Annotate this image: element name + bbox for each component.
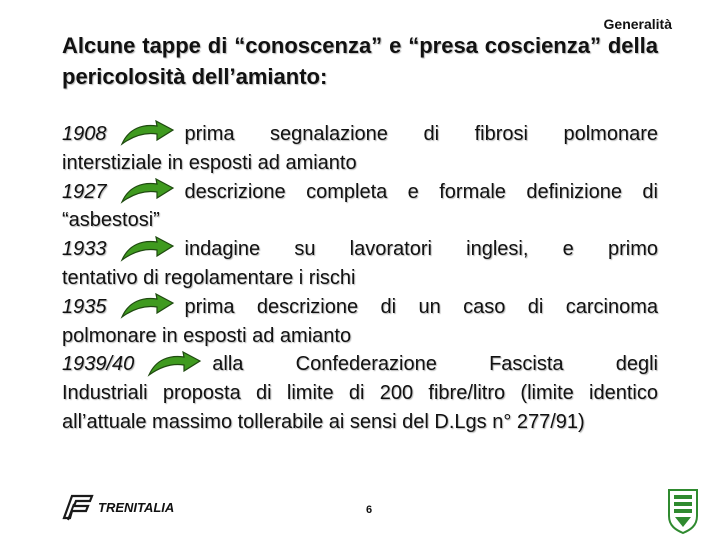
list-item (62, 120, 658, 178)
entry-year: 1939/40 (62, 353, 135, 376)
curved-arrow-icon (119, 120, 175, 148)
entry-year: 1933 (62, 238, 107, 261)
trenitalia-logo-icon (60, 492, 94, 522)
curved-arrow-icon (146, 351, 202, 379)
brand-name: TRENITALIA (98, 499, 175, 515)
list-item (62, 235, 658, 293)
entry-text: prima descrizione di un caso di carcinoma (184, 295, 658, 318)
timeline-list (62, 120, 658, 437)
entry-text: alla Confederazione Fascista degli (212, 353, 658, 376)
entry-text: descrizione completa e formale definizione di (184, 180, 658, 203)
entry-text-continuation: tentativo di regolamentare i rischi (62, 266, 356, 289)
entry-year: 1908 (62, 123, 107, 145)
entry-text-continuation: polmonare in esposti ad amianto (62, 324, 352, 347)
entry-year: 1935 (62, 295, 107, 318)
entry-text-continuation: “asbestosi” (62, 209, 160, 232)
crest-icon (666, 486, 700, 536)
list-item (62, 293, 658, 351)
section-label: Generalità (603, 16, 672, 32)
curved-arrow-icon (119, 293, 175, 321)
page-title: Alcune tappe di “conoscenza” e “presa coscienza” della pericolosità dell’amianto: (62, 33, 658, 89)
trenitalia-logo (60, 492, 174, 522)
entry-year: 1927 (62, 180, 107, 203)
list-item (62, 350, 658, 436)
entry-text: prima segnalazione di fibrosi polmonare (184, 123, 658, 145)
entry-text-continuation: interstiziale in esposti ad amianto (62, 151, 357, 174)
entry-text-continuation: Industriali proposta di limite di 200 fibre/litro (limite identico all’attuale massimo tollerabile ai sensi del D.Lgs n° 277/91) (62, 382, 658, 433)
curved-arrow-icon (119, 178, 175, 206)
entry-text: indagine su lavoratori inglesi, e primo (184, 238, 658, 261)
curved-arrow-icon (119, 236, 175, 264)
page-number: 6 (366, 504, 373, 516)
list-item (62, 178, 658, 236)
